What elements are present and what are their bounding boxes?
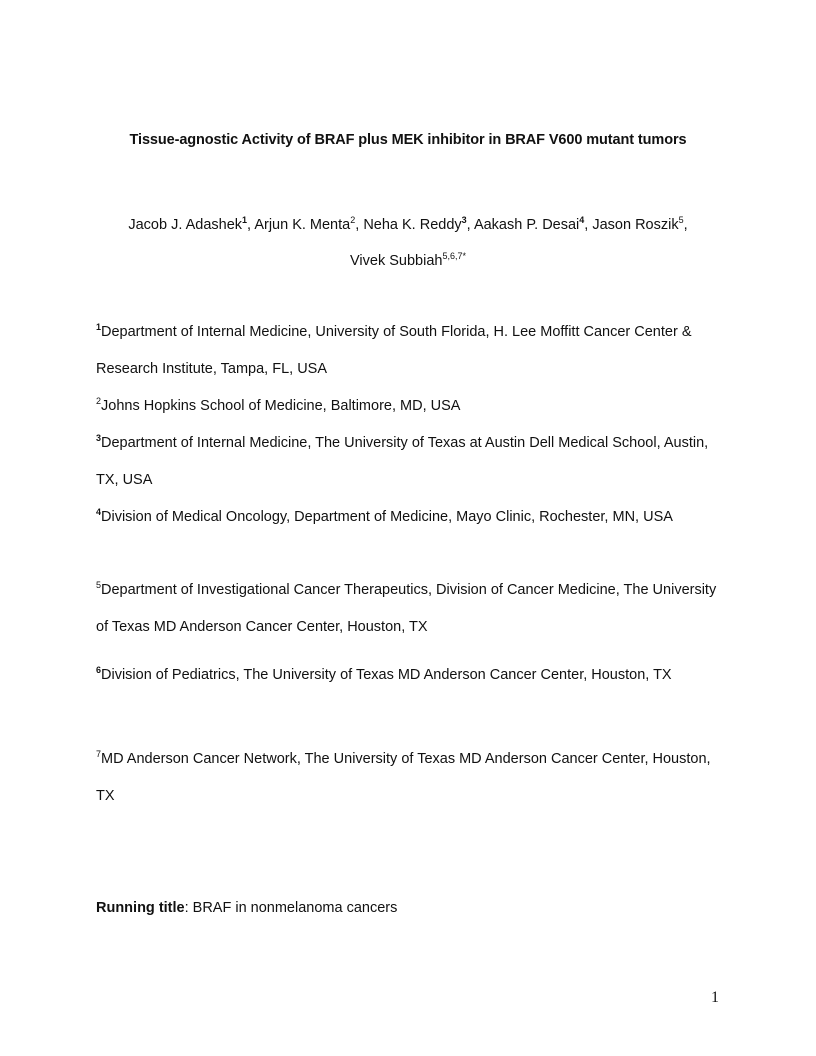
- author-name: Arjun K. Menta: [254, 217, 351, 233]
- author-affiliation-marker: 1: [242, 215, 248, 225]
- author-name: Neha K. Reddy: [363, 217, 462, 233]
- running-title: [96, 900, 397, 916]
- author-affiliation-marker: 5,6,7*: [442, 251, 466, 261]
- author-affiliation-marker: 4: [579, 215, 585, 225]
- running-title-label: Running title: [96, 900, 185, 916]
- author-name: Jacob J. Adashek: [128, 217, 243, 233]
- affiliation-number: 3: [96, 433, 102, 443]
- affiliation-text: Department of Internal Medicine, The University of Texas at Austin Dell Medical School, Austin, TX, USA: [96, 435, 709, 488]
- affiliation-3: [96, 425, 716, 499]
- affiliation-text: Johns Hopkins School of Medicine, Baltimore, MD, USA: [101, 398, 461, 414]
- affiliation-7: [96, 741, 724, 815]
- affiliation-text: Division of Pediatrics, The University of Texas MD Anderson Cancer Center, Houston, TX: [101, 667, 672, 683]
- affiliation-number: 4: [96, 507, 102, 517]
- author-name: Aakash P. Desai: [473, 217, 580, 233]
- running-title-text: : BRAF in nonmelanoma cancers: [184, 900, 398, 916]
- affiliation-1: [96, 314, 726, 388]
- author-list: Jacob J. Adashek$^1$, Arjun K. Menta$^2$, Neha K. Reddy$^3$, Aakash P. Desai$^4$, Jason Roszik$^5$, Vivek Subbiah$^{5,6,7*}$: [128, 215, 688, 269]
- affiliation-number: 7: [96, 749, 102, 759]
- affiliation-6: [96, 657, 724, 694]
- affiliation-text: MD Anderson Cancer Network, The University of Texas MD Anderson Cancer Center, Houston, TX: [96, 751, 711, 804]
- page-number: 1: [711, 989, 719, 1006]
- affiliation-number: 1: [96, 322, 102, 332]
- affiliation-number: 2: [96, 396, 102, 406]
- author-affiliation-marker: 3: [461, 215, 467, 225]
- paper-title: Tissue-agnostic Activity of BRAF plus MEK inhibitor in BRAF V600 mutant tumors: [129, 132, 687, 148]
- author-name: Jason Roszik: [592, 217, 679, 233]
- author-affiliation-marker: 2: [350, 215, 356, 225]
- author-name: Vivek Subbiah: [350, 253, 443, 269]
- affiliation-5: [96, 572, 721, 646]
- affiliation-text: Division of Medical Oncology, Department of Medicine, Mayo Clinic, Rochester, MN, USA: [101, 509, 673, 525]
- author-affiliation-marker: 5: [678, 215, 684, 225]
- affiliation-text: Department of Internal Medicine, University of South Florida, H. Lee Moffitt Cancer Center & Research Institute, Tampa, FL, USA: [96, 324, 692, 377]
- affiliation-text: Department of Investigational Cancer Therapeutics, Division of Cancer Medicine, The University of Texas MD Anderson Cancer Center, Houston, TX: [96, 582, 717, 635]
- affiliation-number: 6: [96, 665, 102, 675]
- affiliation-2: [96, 388, 726, 425]
- affiliation-number: 5: [96, 580, 102, 590]
- affiliation-4: [96, 499, 714, 536]
